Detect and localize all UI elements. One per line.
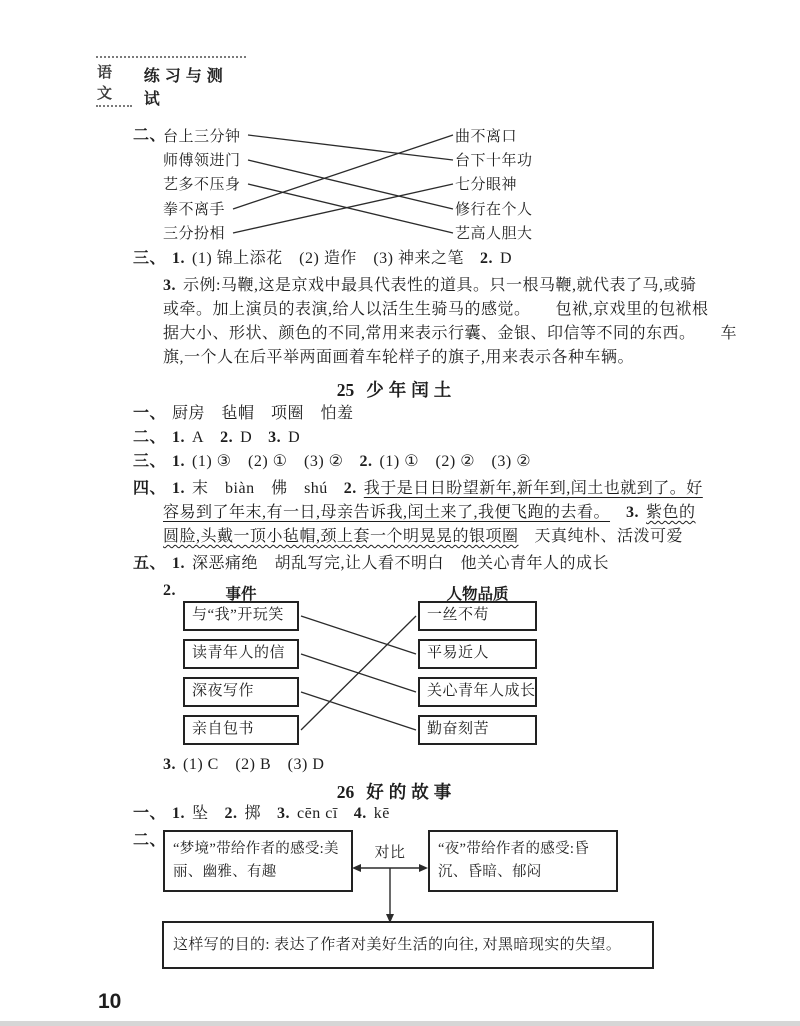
l25-q5-item2-num: 2. [163, 582, 176, 599]
l26-q1-ans4: kē [373, 805, 390, 822]
l25-q5-num1: 1. [172, 555, 186, 572]
l25-q4-label: 四、 [133, 480, 167, 497]
l25-q2-num1: 1. [172, 429, 186, 446]
l26-q2-label: 二、 [133, 832, 167, 849]
l25-q2-label: 二、 [133, 429, 167, 446]
l25-q4-num3: 3. [626, 504, 640, 521]
sec3-line1 [133, 249, 512, 269]
m1-left-item-0: 台上三分钟 [163, 129, 241, 145]
compare-arrows [350, 838, 430, 926]
sec3-q1-answer: (1) 锦上添花 (2) 造作 (3) 神来之笔 [192, 250, 464, 267]
sec3-para-text-1: 示例:马鞭,这是京戏中最具代表性的道具。只一根马鞭,就代表了马,或骑 [183, 277, 697, 294]
sec3-q1-num: 1. [172, 250, 186, 267]
l25-q4-ans1: 末 biàn 佛 shú [192, 480, 328, 497]
l25-q4-line1 [133, 479, 703, 499]
l26-q1-ans2: 掷 [244, 805, 262, 822]
l25-q5-num3: 3. [163, 756, 176, 773]
lesson25-name: 少年闰土 [366, 380, 457, 400]
l26-q1-label: 一、 [133, 805, 167, 822]
l25-q1-line [133, 404, 354, 424]
m2-quality-box-1: 平易近人 [418, 639, 537, 669]
m2-matching-lines [299, 598, 418, 750]
l25-q4-underlined-1: 我于是日日盼望新年,新年到,闰土也就到了。好 [363, 480, 703, 497]
l25-q2-num3: 3. [268, 429, 282, 446]
l25-q5-ans1: 深恶痛绝 胡乱写完,让人看不明白 他关心青年人的成长 [192, 555, 610, 572]
l25-q2-num2: 2. [220, 429, 234, 446]
page-number: 10 [98, 990, 122, 1013]
l25-q4-underlined-2: 容易到了年末,有一日,母亲告诉我,闰土来了,我便飞跑的去看。 [163, 504, 611, 521]
m1-right-item-3: 修行在个人 [455, 202, 533, 218]
l25-q3-num2: 2. [359, 453, 373, 470]
l26-q1-num4: 4. [353, 805, 367, 822]
sec3-para-line-2: 或牵。加上演员的表演,给人以活生生骑马的感觉。 包袱,京戏里的包袱根 [163, 301, 709, 318]
m2-quality-box-2: 关心青年人成长 [418, 677, 537, 707]
m2-event-box-3: 亲自包书 [183, 715, 299, 745]
sec3-q2-answer: D [500, 250, 513, 267]
lesson25-number: 25 [336, 380, 355, 400]
l25-q2-ans1: A [192, 429, 205, 446]
l26-q1-num1: 1. [172, 805, 186, 822]
l25-q5-line1 [133, 554, 609, 574]
m2-event-box-0: 与“我”开玩笑 [183, 601, 299, 631]
l25-q2-ans2: D [240, 429, 253, 446]
lesson25-title [133, 377, 660, 402]
logo-row [96, 58, 248, 109]
lesson26-name: 好的故事 [366, 782, 457, 802]
l25-q3-num1: 1. [172, 453, 186, 470]
l25-q5-label: 五、 [133, 555, 167, 572]
logo-subject: 语文 [96, 58, 132, 107]
bottom-edge-bar [0, 1021, 800, 1026]
m2-event-box-1: 读青年人的信 [183, 639, 299, 669]
l25-q4-num1: 1. [172, 480, 186, 497]
dream-feelings-box: “梦境”带给作者的感受:美丽、幽雅、有趣 [163, 830, 353, 892]
night-feelings-box: “夜”带给作者的感受:昏沉、昏暗、郁闷 [428, 830, 618, 892]
sec2-label: 二、 [133, 127, 167, 144]
l25-q4-wavy-2: 圆脸,头戴一顶小毡帽,颈上套一个明晃晃的银项圈 [163, 528, 519, 545]
m1-left-item-1: 师傅领进门 [163, 153, 241, 169]
l25-q1-label: 一、 [133, 405, 167, 422]
l25-q2-ans3: D [288, 429, 301, 446]
l26-q1-line [133, 804, 390, 824]
m1-right-item-1: 台下十年功 [455, 153, 533, 169]
m1-right-item-2: 七分眼神 [455, 177, 518, 193]
l26-q1-ans3: cēn cī [297, 805, 338, 822]
l25-q2-line [133, 428, 300, 448]
sec3-para-line-3: 据大小、形状、颜色的不同,常用来表示行囊、金银、印信等不同的东西。 车 [163, 325, 738, 342]
sec3-para-line-4: 旗,一个人在后平举两面画着车轮样子的旗子,用来表示各种车辆。 [163, 349, 635, 366]
l25-q5-item3-line [163, 755, 324, 775]
l25-q3-label: 三、 [133, 453, 167, 470]
l26-q1-num3: 3. [277, 805, 291, 822]
sec3-q3-num: 3. [163, 277, 176, 294]
l25-q5-ans3: (1) C (2) B (3) D [183, 756, 325, 773]
l25-q4-num2: 2. [343, 480, 357, 497]
m1-left-item-4: 三分扮相 [163, 226, 226, 242]
sec3-q2-num: 2. [480, 250, 493, 267]
m2-right-header: 人物品质 [446, 586, 509, 603]
m2-event-box-2: 深夜写作 [183, 677, 299, 707]
lesson26-title [133, 779, 660, 804]
m1-left-item-2: 艺多不压身 [163, 177, 241, 193]
l26-q1-ans1: 坠 [192, 805, 209, 822]
m1-left-item-3: 拳不离手 [163, 202, 226, 218]
compare-label: 对比 [374, 845, 406, 861]
l25-q4-line3 [163, 527, 683, 547]
m2-quality-box-0: 一丝不苟 [418, 601, 537, 631]
sec3-para-line-1 [163, 276, 696, 296]
m2-quality-box-3: 勤奋刻苦 [418, 715, 537, 745]
l25-q4-plain-answer: 天真纯朴、活泼可爱 [534, 528, 684, 545]
lesson26-number: 26 [336, 782, 355, 802]
l25-q1-answer: 厨房 毡帽 项圈 怕羞 [172, 405, 354, 422]
l25-q4-wavy-1: 紫色的 [646, 504, 696, 521]
l25-q3-line [133, 452, 531, 472]
m2-left-header: 事件 [225, 586, 257, 603]
m1-matching-lines [133, 120, 463, 250]
m1-right-item-4: 艺高人胆大 [455, 226, 533, 242]
l25-q4-line2 [163, 503, 696, 523]
series-logo [96, 56, 248, 109]
logo-series-title: 练习与测试 [143, 68, 228, 108]
m1-right-item-0: 曲不离口 [455, 129, 518, 145]
sec3-label: 三、 [133, 250, 167, 267]
purpose-box: 这样写的目的: 表达了作者对美好生活的向往, 对黑暗现实的失望。 [162, 921, 654, 969]
l26-q1-num2: 2. [224, 805, 238, 822]
l25-q3-ans2: (1) ① (2) ② (3) ② [379, 453, 532, 470]
l25-q3-ans1: (1) ③ (2) ① (3) ② [192, 453, 344, 470]
